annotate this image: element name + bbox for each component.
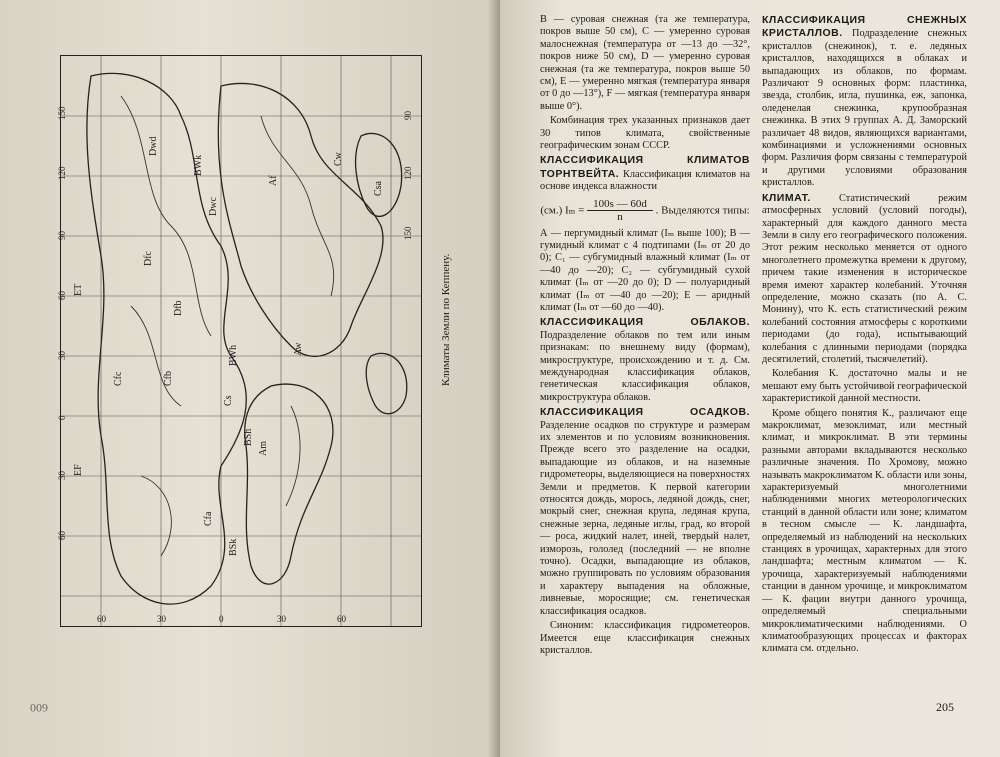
entry — [540, 316, 750, 404]
map-label: EF — [73, 464, 84, 476]
entry-heading: КЛИМАТ. — [762, 191, 811, 204]
map-label: Cs — [223, 395, 234, 406]
entry-heading: КЛАССИФИКАЦИЯ ОБЛАКОВ. — [540, 316, 750, 329]
degree-label: 60 — [97, 614, 106, 624]
formula-suffix: . Выделяются типы: — [655, 204, 750, 217]
degree-label: 60 — [57, 531, 67, 540]
entry-text: Подразделение снежных кристаллов (снежинок), т. е. ледяных кристаллов, находящихся в облаках и выпадающих из облаков, по формам. Различают 9 основных форм: пластинка, звезда, столбик, игла, пушинка, еж, запонка, оледенелая снежинка, крупообразная снежинка. В этих 9 группах А. Д. Заморский различает 48 видов, являющихся вариантами, комбинациями и усложнениями основных форм. Различия форм связаны с температурой и другими условиями образования кристаллов. — [762, 28, 968, 189]
map-label: Cw — [333, 152, 344, 166]
degree-label: 30 — [277, 614, 286, 624]
map-label: Csa — [373, 181, 384, 196]
entry — [540, 154, 750, 193]
map-label: Af — [268, 175, 279, 186]
continent-outlines — [87, 73, 407, 604]
left-page-number: 600 — [30, 701, 48, 715]
entry-heading: КЛАССИФИКАЦИЯ СНЕЖНЫХ КРИСТАЛЛОВ. — [762, 14, 967, 40]
degree-label: 120 — [57, 166, 67, 180]
paragraph: Колебания К. достаточно малы и не мешают ему быть устойчивой географической характеристикой данной местности. — [762, 368, 967, 405]
map-label: Dwd — [148, 136, 159, 156]
formula-fraction — [587, 198, 653, 224]
entry-heading: КЛАССИФИКАЦИЯ ОСАДКОВ. — [540, 406, 750, 419]
paragraph: В — суровая снежная (та же температура, покров выше 50 см), С — умеренно суровая малоснежная (температура от —13 до —32°, покров ниже 50 см), D — умеренно суровая снежная (та же температура, покров выше 50 см), Е — умеренно мягкая (температура января от 0 до —13°), F — мягкая (температура января выше 0°). — [540, 14, 750, 112]
entry-text: Разделение осадков по структуре и размерам их элементов и по условиям возникновения. Прежде всего это разделение на осадки, выпадающие из облаков, и на наземные гидрометеоры, выделяющиеся на поверхностях Земли и предметов. К первой категории относятся дождь, морось, ледяной дождь, снег, мокрый снег, снежная крупа, ледяная крупа, снежные зерна, ледяные иглы, град, ко второй — роса, жидкий налет, иней, твердый налет, изморозь, гололед (последний — не вполне точно). Осадки, выпадающие из облаков, можно группировать по условиям образования и характеру выпадения на обложные, ливневые, моросящие; см. генетическая классификация осадков. — [540, 419, 750, 617]
paragraph: Комбинация трех указанных признаков дает 30 типов климата, свойственные географическим зонам СССР. — [540, 115, 750, 152]
map-caption: Климаты Земли по Кеппену. — [440, 253, 452, 387]
degree-label: 30 — [57, 351, 67, 360]
entry — [762, 192, 967, 367]
degree-label: 90 — [403, 111, 413, 120]
degree-label: 30 — [157, 614, 166, 624]
map-label: ET — [73, 283, 84, 296]
paragraph: Синоним: классификация гидрометеоров. Имеется еще классификация снежных кристаллов. — [540, 620, 750, 656]
paragraph: А — пергумидный климат (Iₘ выше 100); В — гумидный климат с 4 подтипами (Iₘ от 20 до 0); C₁ — субгумидный влажный климат (Iₘ от —40 до —20); C₂ — субгумидный сухой климат (Iₘ от —20 до 0); D — полуаридный климат (Iₘ от —40 до —20); Е — аридный климат (Iₘ от —60 до —40). — [540, 227, 750, 313]
koppen-climate-map — [57, 55, 422, 627]
right-page — [500, 0, 1000, 757]
map-label: BSh — [243, 428, 254, 446]
map-label: Aw — [293, 342, 304, 356]
map-label: Dwc — [208, 197, 219, 216]
degree-label: 0 — [57, 415, 67, 420]
entry-text: Подразделение облаков по тем или иным признакам: по внешнему виду (формам), микроструктуре, происхождению и т. д. См. международная классификация облаков, генетическая классификация облаков, микроструктура облаков. — [540, 329, 750, 403]
entry-text: Классификация климатов на основе индекса влажности — [540, 168, 750, 193]
degree-label: 90 — [57, 231, 67, 240]
formula-numerator: 100s — 60d — [587, 198, 653, 211]
map-label: BWh — [228, 344, 239, 366]
formula — [540, 198, 750, 224]
text-column-1 — [540, 14, 750, 659]
formula-prefix: (см.) — [540, 204, 563, 217]
entry — [540, 406, 750, 618]
right-page-number: 205 — [936, 700, 954, 714]
map-label: Cfc — [113, 371, 124, 386]
map-label: BWk — [193, 154, 204, 176]
text-column-2 — [762, 14, 967, 658]
degree-label: 0 — [219, 614, 224, 624]
degree-label: 30 — [57, 471, 67, 480]
map-grid — [61, 56, 421, 626]
map-label: Dfb — [173, 300, 184, 316]
entry — [762, 14, 967, 190]
degree-label: 120 — [403, 166, 413, 180]
climate-boundaries — [121, 96, 334, 556]
map-label: Dfc — [143, 251, 154, 266]
paragraph: Кроме общего понятия К., различают еще макроклимат, мезоклимат, или местный климат, и микроклимат. В эти термины разными авторами вкладываются несколько различные значения. По Хромову, можно называть макроклиматом К. области или зоны, характеризуемый многолетними наблюдениями многих метеорологических станций в данной области или зоне; климатом в тесном смысле — К. ландшафта, определяемый из наблюдений на нескольких станциях в урочищах, характерных для этого ландшафта; местным климатом — К. урочища, характеризуемый наблюдениями станции в данном урочище, и микроклиматом — К. фации внутри данного урочища, определяемый специальными микроклиматическими наблюдениями. О климатообразующих процессах и факторах климата см. отдельно. — [762, 407, 967, 655]
map-label: BSk — [228, 538, 239, 556]
degree-label: 60 — [337, 614, 346, 624]
degree-label: 150 — [57, 106, 67, 120]
degree-label: 150 — [403, 226, 413, 240]
formula-denominator: n — [617, 211, 623, 224]
degree-label: 60 — [57, 291, 67, 300]
formula-lhs: Iₘ = — [565, 204, 585, 217]
map-label: Am — [258, 441, 269, 456]
map-graphic — [57, 56, 421, 626]
entry-heading: КЛАССИФИКАЦИЯ КЛИМАТОВ ТОРНТВЕЙТА. — [540, 154, 750, 180]
entry-text: Статистический режим атмосферных условий (условий погоды), характерный для каждого данного места Земли в силу его географического положения. Этот режим несколько меняется от одного многолетнего промежутка времени к другому, причем такие изменения в историческое время имеют характер колебаний. Уточняя определение, можно сказать (по А. С. Монину), что К. есть статистический режим колебаний состояния атмосферы с короткими периодами (до года), испытывающий колебания с длинными периодами (порядка десятилетий, столетий, тысячелетий). — [762, 192, 967, 365]
map-label: Cfb — [163, 371, 174, 386]
climate-labels — [73, 137, 384, 556]
map-label: Cfa — [203, 511, 214, 526]
